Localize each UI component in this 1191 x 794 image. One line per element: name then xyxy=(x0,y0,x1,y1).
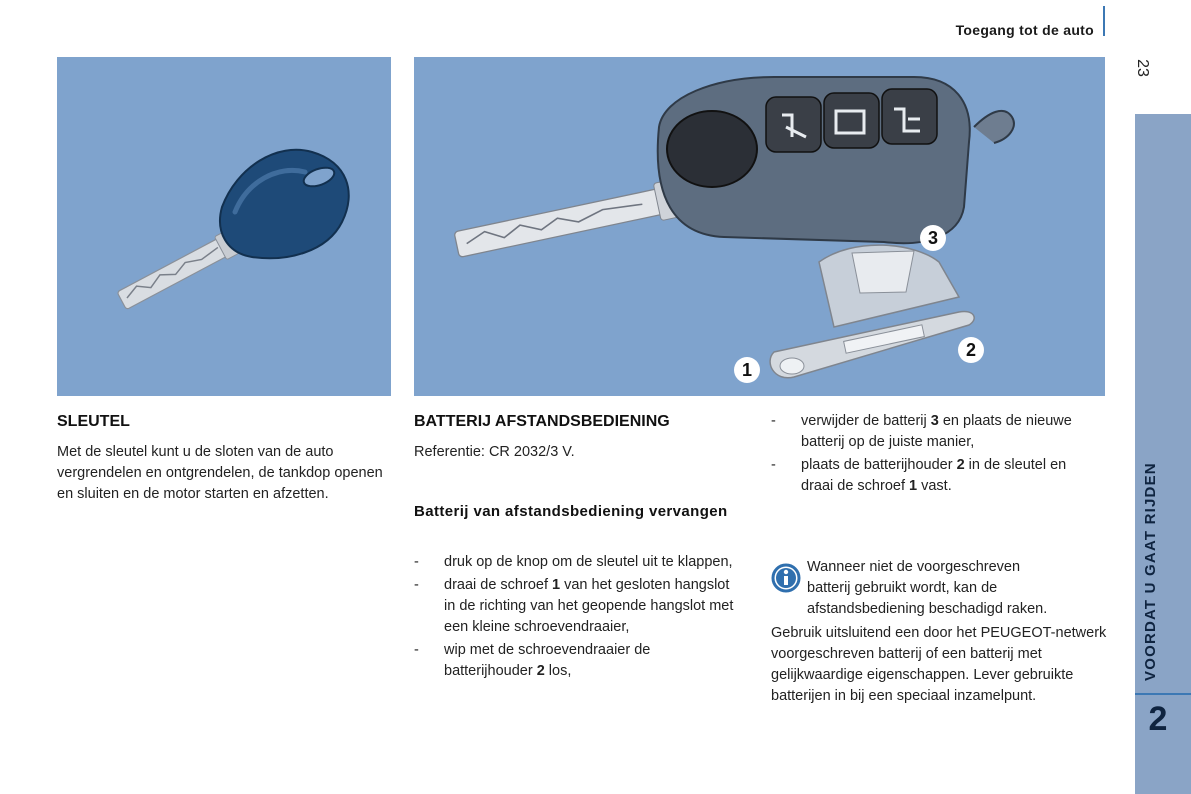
section-title-key: SLEUTEL xyxy=(57,413,130,430)
battery-steps-list-b xyxy=(771,411,1091,499)
section-title-battery: BATTERIJ AFSTANDSBEDIENING xyxy=(414,413,670,430)
chapter-tab-divider xyxy=(1135,693,1191,695)
info-warning: Wanneer niet de voorgeschreven batterij gebruikt wordt, kan de afstandsbediening beschadigd raken. xyxy=(807,559,1048,617)
battery-subtitle: Batterij van afstandsbediening vervangen xyxy=(414,503,728,520)
battery-steps-list-a xyxy=(414,552,734,684)
running-header: Toegang tot de auto xyxy=(955,22,1094,38)
list-item: - plaats de batterijhouder 2 in de sleutel en draai de schroef 1 vast. xyxy=(771,455,1091,497)
remote-illustration xyxy=(414,57,1105,396)
header-accent-line xyxy=(1103,6,1105,36)
remote-key-icon xyxy=(414,57,1105,396)
section-body-key: Met de sleutel kunt u de sloten van de auto vergrendelen en ontgrendelen, de tankdop openen en sluiten en de motor starten en afzetten. xyxy=(57,444,383,502)
page-number: 23 xyxy=(1134,59,1151,77)
chapter-number: 2 xyxy=(1148,700,1168,738)
chapter-tab-label: VOORDAT U GAAT RIJDEN xyxy=(1142,462,1159,681)
list-item: - wip met de schroevendraaier de batterijhouder 2 los, xyxy=(414,640,734,682)
info-advice: Gebruik uitsluitend een door het PEUGEOT-netwerk voorgeschreven batterij of een batterij met gelijkwaardige eigenschappen. Lever gebruikte batterijen in bij een speciaal inzamelpunt. xyxy=(771,625,1107,704)
list-item: - draai de schroef 1 van het gesloten hangslot in de richting van het geopende hangslot met een kleine schroevendraaier, xyxy=(414,575,734,638)
callout-3: 3 xyxy=(920,225,946,251)
list-item: - verwijder de batterij 3 en plaats de nieuwe batterij op de juiste manier, xyxy=(771,411,1091,453)
callout-2: 2 xyxy=(958,337,984,363)
callout-1: 1 xyxy=(734,357,760,383)
battery-reference: Referentie: CR 2032/3 V. xyxy=(414,444,575,460)
key-illustration xyxy=(57,57,391,396)
info-icon xyxy=(771,563,801,593)
key-icon xyxy=(57,57,391,396)
list-item: - druk op de knop om de sleutel uit te klappen, xyxy=(414,552,734,573)
